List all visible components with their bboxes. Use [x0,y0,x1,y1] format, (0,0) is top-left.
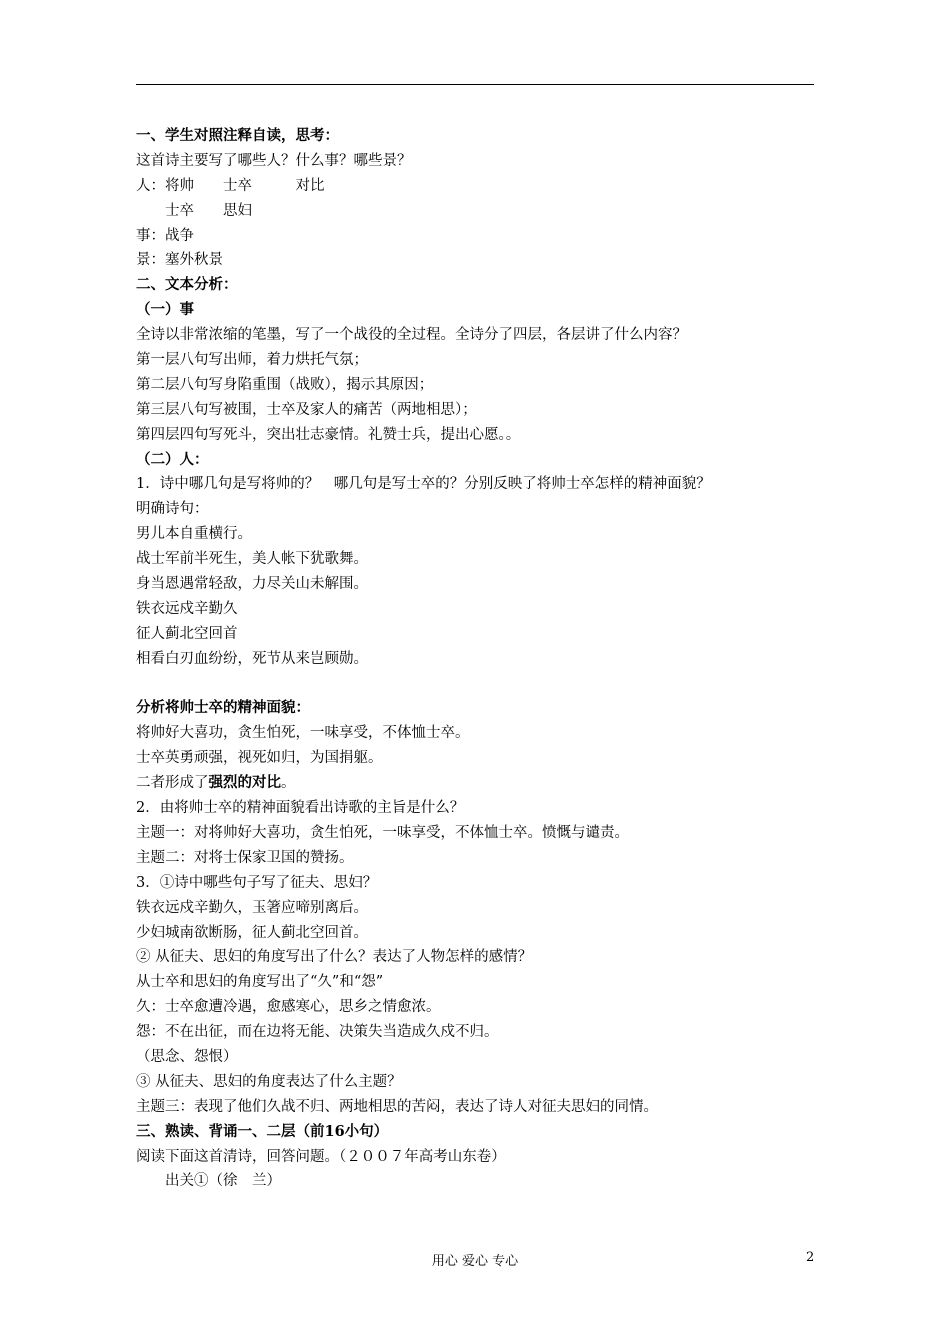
text-line [136,348,816,373]
line-text: 士卒 思妇 [136,202,252,219]
line-text: 主题三：表现了他们久战不归、两地相思的苦闷，表达了诗人对征夫思妇的同情。 [136,1098,658,1115]
text-line [136,547,816,572]
text-line [136,199,816,224]
line-text: 相看白刃血纷纷，死节从来岂顾勋。 [136,650,368,667]
line-text: 从士卒和思妇的角度写出了“久”和“怨” [136,974,384,991]
text-line [136,124,816,149]
line-text: 1．诗中哪几句是写将帅的？ 哪几句是写士卒的？分别反映了将帅士卒怎样的精神面貌？ [136,476,711,493]
line-text: 三、熟读、背诵一、二层（前16小句） [136,1122,389,1140]
text-line [136,248,816,273]
text-line [136,672,816,697]
header-rule [136,84,814,85]
line-text: 主题二：对将士保家卫国的赞扬。 [136,849,354,866]
line-text: 人：将帅 士卒 对比 [136,177,325,194]
line-text: 二、文本分析： [136,276,238,294]
line-text: 明确诗句： [136,501,209,518]
text-line [136,149,816,174]
text-line [136,871,816,896]
text-line [136,970,816,995]
text-line [136,846,816,871]
text-line [136,896,816,921]
line-text: 第四层四句写死斗，突出壮志豪情。礼赞士兵，提出心愿。。 [136,426,521,443]
line-text: 将帅好大喜功，贪生怕死，一味享受，不体恤士卒。 [136,725,470,742]
text-line [136,647,816,672]
text-line [136,995,816,1020]
text-line [136,1070,816,1095]
text-line [136,1020,816,1045]
emphasis-text: 强烈的对比 [208,774,281,792]
page-footer: 用心 爱心 专心 [431,1254,519,1269]
line-text: 二者形成了 [136,775,209,792]
text-line [136,497,816,522]
text-line [136,1120,816,1145]
line-text: 怨：不在出征，而在边将无能、决策失当造成久戍不归。 [136,1024,499,1041]
text-line [136,746,816,771]
line-text: 男儿本自重横行。 [136,526,252,543]
text-line [136,273,816,298]
line-text: 第一层八句写出师，着力烘托气氛； [136,352,368,369]
text-line [136,821,816,846]
line-text: （一）事 [136,301,194,319]
line-text: 一、学生对照注释自读，思考： [136,127,339,144]
text-line [136,373,816,398]
text-line [136,1145,816,1170]
text-line [136,423,816,448]
line-text: 第二层八句写身陷重围（战败），揭示其原因； [136,376,434,393]
text-line [136,174,816,199]
document-body [136,124,816,1194]
text-line [136,1045,816,1070]
text-line [136,298,816,323]
line-text: 久：士卒愈遭冷遇，愈感寒心，思乡之情愈浓。 [136,999,441,1016]
line-text: 这首诗主要写了哪些人？什么事？哪些景？ [136,152,412,169]
line-text: 阅读下面这首清诗，回答问题。（２００７年高考山东卷） [136,1148,506,1165]
text-line [136,323,816,348]
line-text: 征人蓟北空回首 [136,625,238,642]
text-line [136,1095,816,1120]
text-line [136,721,816,746]
line-text: （二）人： [136,450,209,468]
line-text: 士卒英勇顽强，视死如归，为国捐躯。 [136,750,383,767]
line-text: 铁衣远戍辛勤久，玉箸应啼别离后。 [136,899,368,916]
line-text: 3．①诗中哪些句子写了征夫、思妇？ [136,874,378,891]
line-text: ② 从征夫、思妇的角度写出了什么？表达了人物怎样的感情？ [136,949,533,966]
text-line [136,921,816,946]
line-text: 景：塞外秋景 [136,252,223,269]
line-text: 事：战争 [136,227,194,244]
text-line [136,597,816,622]
text-line [136,796,816,821]
text-line [136,398,816,423]
line-text: 身当恩遇常轻敌，力尽关山未解围。 [136,576,368,593]
text-line [136,224,816,249]
line-end: 。 [281,775,296,792]
line-text: （思念、怨恨） [136,1048,238,1065]
page-number: 2 [806,1250,815,1265]
line-text: 全诗以非常浓缩的笔墨，写了一个战役的全过程。全诗分了四层，各层讲了什么内容？ [136,327,687,344]
line-text: 2．由将帅士卒的精神面貌看出诗歌的主旨是什么？ [136,800,465,817]
text-line [136,622,816,647]
text-line [136,572,816,597]
text-line [136,448,816,473]
line-text: 分析将帅士卒的精神面貌： [136,699,310,717]
text-line [136,945,816,970]
line-text: 铁衣远戍辛勤久 [136,600,238,617]
text-line [136,696,816,721]
line-text: 主题一：对将帅好大喜功，贪生怕死，一味享受，不体恤士卒。愤慨与谴责。 [136,824,629,841]
text-line [136,771,816,796]
line-text: 少妇城南欲断肠，征人蓟北空回首。 [136,924,368,941]
text-line [136,1169,816,1194]
text-line [136,472,816,497]
line-text: ③ 从征夫、思妇的角度表达了什么主题？ [136,1073,402,1090]
text-line [136,522,816,547]
line-text: 出关①（徐 兰） [136,1173,281,1190]
line-text: 战士军前半死生，美人帐下犹歌舞。 [136,551,368,568]
line-text: 第三层八句写被围，士卒及家人的痛苦（两地相思）； [136,401,477,418]
